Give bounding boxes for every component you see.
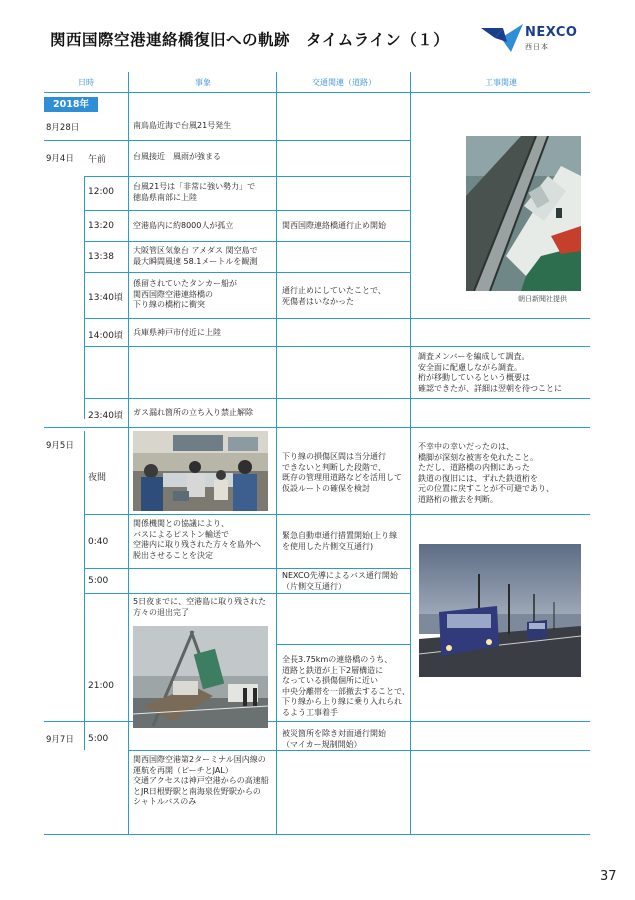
event-text: ガス漏れ箇所の立ち入り禁止解除 <box>133 408 253 417</box>
row-divider <box>84 176 410 177</box>
nexco-logo <box>481 22 591 56</box>
date-label: 9月5日 <box>46 441 74 451</box>
event-text: 空港島内に約8000人が孤立 <box>133 221 234 230</box>
time-column-divider <box>84 176 85 419</box>
year-badge: 2018年 <box>44 97 98 112</box>
time-label: 21:00 <box>88 681 114 691</box>
row-divider <box>44 140 410 141</box>
time-column-divider <box>84 431 85 750</box>
time-label: 13:20 <box>88 221 114 231</box>
row-divider <box>84 346 590 347</box>
row-divider <box>84 318 590 319</box>
time-label: 23:40頃 <box>88 411 123 421</box>
row-divider <box>84 514 590 515</box>
date-label: 8月28日 <box>46 123 80 133</box>
row-divider <box>84 241 410 242</box>
row-divider <box>44 92 590 93</box>
event-text: 5日夜までに、空港島に取り残された 方々の退出完了 <box>133 597 267 617</box>
row-divider <box>84 568 410 569</box>
row-divider <box>44 834 590 835</box>
control-room-photo <box>133 431 268 511</box>
time-label: 12:00 <box>88 187 114 197</box>
page-title: 関西国際空港連絡橋復旧への軌跡 タイムライン（１） <box>50 31 450 49</box>
row-divider <box>128 750 590 751</box>
bus-convoy-photo <box>419 544 581 677</box>
row-divider <box>44 721 590 722</box>
logo-text: NEXCO <box>525 25 578 40</box>
time-label: 夜間 <box>88 473 107 483</box>
event-text: 大阪管区気象台 アメダス 関空島で 最大瞬間風速 58.1メートルを観測 <box>133 246 258 266</box>
traffic-text: 下り線の損傷区間は当分通行 できないと判断した段階で、 既存の管理用道路などを活用して 仮設ルートの確保を検討 <box>282 452 402 493</box>
event-text: 関係機関との協議により、 バスによるピストン輸送で 空港内に取り残された方々を島外へ 脱出させることを決定 <box>133 519 261 560</box>
row-divider <box>84 272 410 273</box>
time-label: 5:00 <box>88 576 109 586</box>
event-text: 係留されていたタンカー船が 関西国際空港連絡橋の 下り線の橋桁に衝突 <box>133 279 237 309</box>
construction-text: 調査メンバーを編成して調査。 安全面に配慮しながら調査。 桁が移動しているという概要は 確認できたが、詳細は翌朝を待つことに <box>418 352 562 393</box>
row-divider <box>84 210 410 211</box>
date-label: 9月7日 <box>46 735 74 745</box>
row-divider <box>44 427 590 428</box>
time-label: 午前 <box>88 155 107 165</box>
time-label: 14:00頃 <box>88 331 123 341</box>
nexco-logo-mark-icon <box>481 22 523 54</box>
row-divider <box>84 593 410 594</box>
column-header-traffic: 交通関連（道路） <box>312 78 376 87</box>
date-label: 9月4日 <box>46 154 74 164</box>
column-header-construction: 工事関連 <box>485 78 517 87</box>
page-number: 37 <box>600 869 617 884</box>
event-text: 南鳥島近海で台風21号発生 <box>133 121 232 130</box>
photo-credit: 朝日新聞社提供 <box>518 295 567 303</box>
logo-subtext: 西日本 <box>525 43 549 51</box>
storm-damage-photo <box>133 626 268 728</box>
traffic-text: 全長3.75kmの連絡橋のうち、 道路と鉄道が上下2層構造に なっている損傷個所に近い 中央分離帯を一部撤去することで、 下り線から上り線に乗り入れられ るよう工事着手 <box>282 655 410 717</box>
column-header-date: 日時 <box>78 78 94 87</box>
column-header-event: 事象 <box>195 78 211 87</box>
event-text: 台風21号は「非常に強い勢力」で 徳島県南部に上陸 <box>133 182 256 202</box>
row-divider <box>276 644 410 645</box>
event-text: 兵庫県神戸市付近に上陸 <box>133 328 221 337</box>
traffic-text: 緊急自動車通行措置開始(上り線 を使用した片側交互通行) <box>282 531 398 551</box>
traffic-text: NEXCO先導によるバス通行開始 （片側交互通行） <box>282 571 398 591</box>
construction-text: 不幸中の幸いだったのは、 橋脚が深刻な被害を免れたこと。 ただし、道路橋の内側にあった 鉄道の復旧には、ずれた鉄道桁を 元の位置に戻すことが不可避であり、 道路桁の撤去を判断。 <box>418 442 554 504</box>
event-text: 関西国際空港第2ターミナル国内線の 運航を再開（ピーチとJAL） 交通アクセスは神戸空港からの高速船 とJR日根野駅と南海泉佐野駅からの シャトルバスのみ <box>133 755 269 806</box>
time-label: 13:38 <box>88 252 114 262</box>
event-text: 台風接近 風雨が強まる <box>133 152 221 161</box>
time-label: 13:40頃 <box>88 293 123 303</box>
traffic-text: 通行止めにしていたことで、 死傷者はいなかった <box>282 286 386 306</box>
time-label: 5:00 <box>88 734 109 744</box>
row-divider <box>84 398 590 399</box>
traffic-text: 関西国際連絡橋通行止め開始 <box>282 221 386 230</box>
time-label: 0:40 <box>88 537 109 547</box>
tanker-bridge-photo <box>466 136 581 291</box>
traffic-text: 被災箇所を除き対面通行開始 （マイカー規制開始） <box>282 729 386 749</box>
